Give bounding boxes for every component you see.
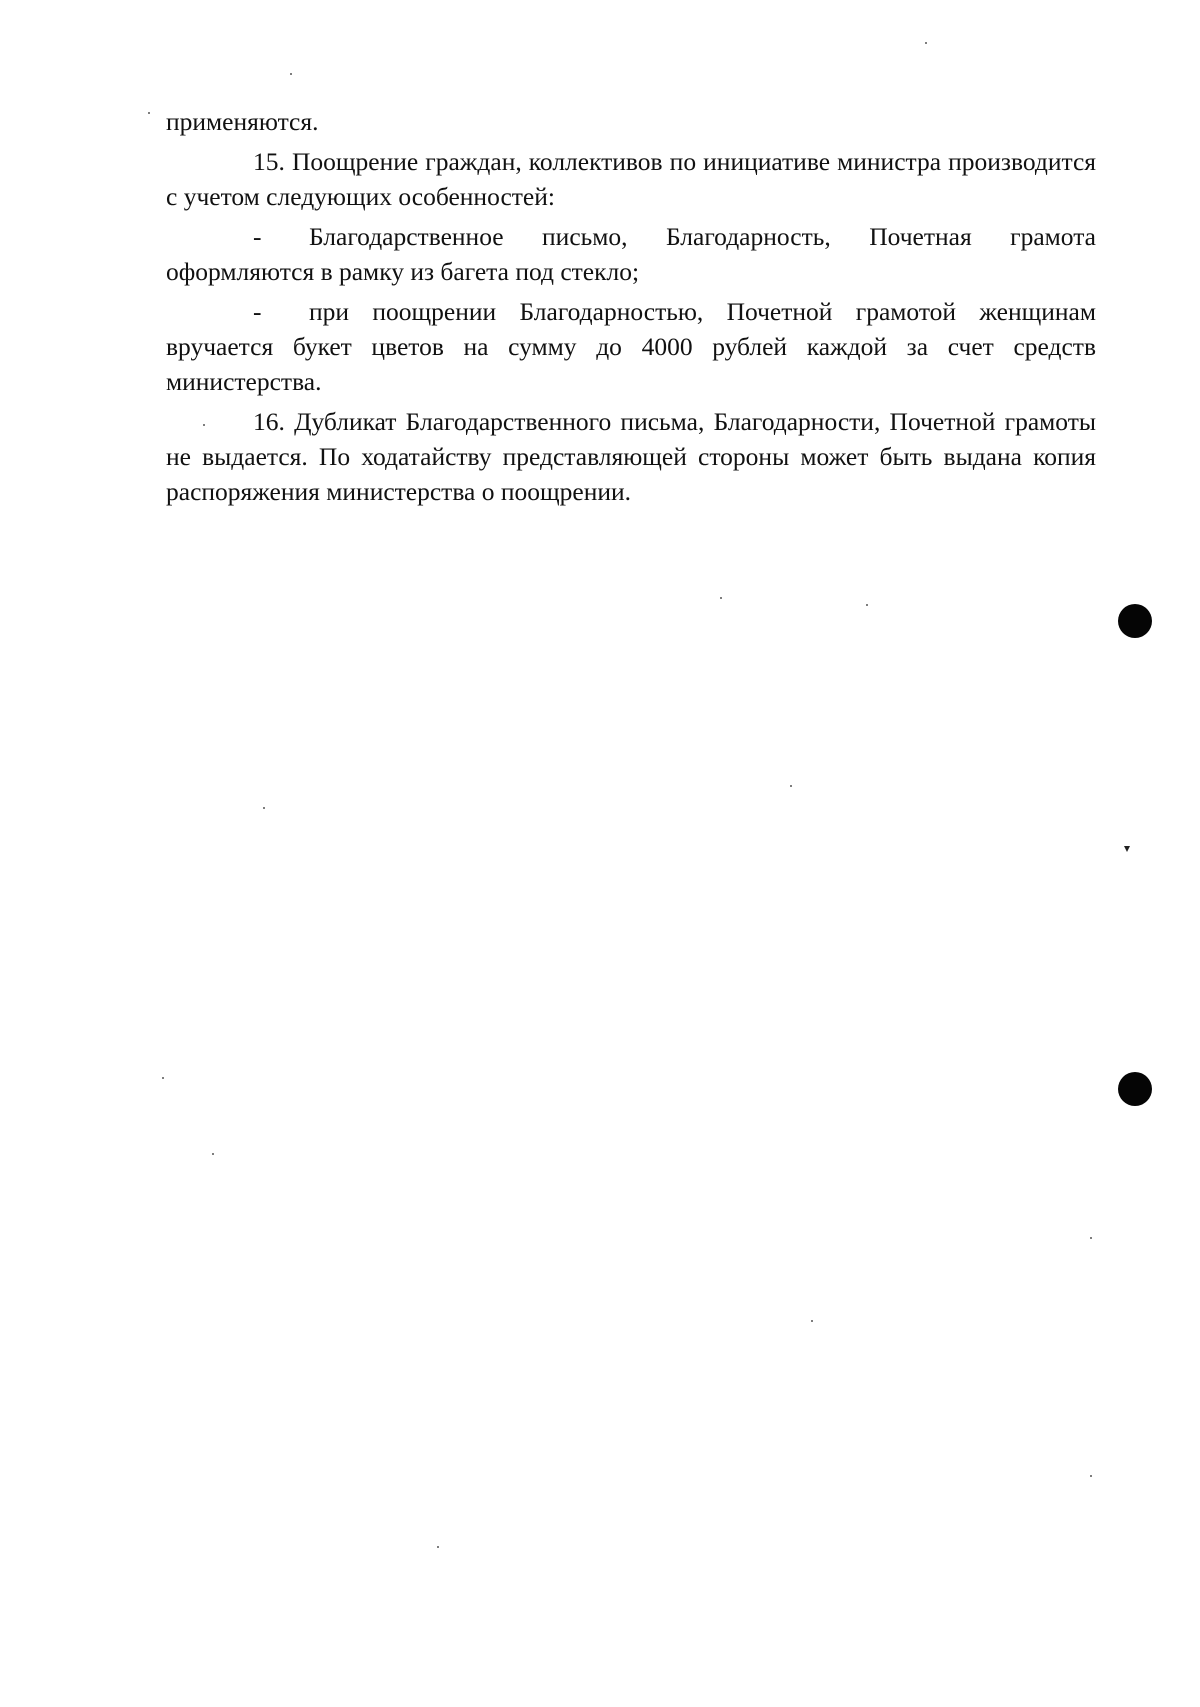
- bullet-dash: -: [253, 297, 262, 326]
- scan-speck: [811, 1320, 813, 1322]
- list-item-flowers: [166, 294, 1096, 399]
- scan-speck: [437, 1546, 439, 1548]
- scan-speck: [148, 112, 150, 114]
- scan-speck: [162, 1077, 164, 1079]
- bullet-dash: -: [253, 222, 262, 251]
- scan-speck: [263, 807, 265, 809]
- paragraph-item-15: 15. Поощрение граждан, коллективов по инициативе министра производится с учетом следующих особенностей:: [166, 147, 1096, 211]
- list-item-text: Благодарственное письмо, Благодарность, Почетная грамота оформляются в рамку из багета под стекло;: [166, 222, 1096, 286]
- list-item-text: при поощрении Благодарностью, Почетной грамотой женщинам вручается букет цветов на сумму до 4000 рублей каждой за счет средств министерства.: [166, 297, 1096, 396]
- scan-speck: [866, 604, 868, 606]
- paragraph-continuation: применяются.: [166, 107, 319, 136]
- document-body: [166, 104, 1096, 514]
- scan-speck: [1090, 1475, 1092, 1477]
- scan-speck: [790, 785, 792, 787]
- scan-speck: [720, 597, 722, 599]
- scan-speck: [290, 73, 292, 75]
- scan-speck: [212, 1153, 214, 1155]
- scan-speck: [925, 42, 927, 44]
- scan-speck: [1090, 1237, 1092, 1239]
- scan-mark: [1124, 846, 1130, 852]
- punch-hole-top: [1118, 604, 1152, 638]
- scan-speck: [203, 424, 205, 426]
- paragraph-item-16: 16. Дубликат Благодарственного письма, Благодарности, Почетной грамоты не выдается. По ходатайству представляющей стороны может быть выдана копия распоряжения министерства о поощрении.: [166, 407, 1096, 506]
- list-item-frame: [166, 219, 1096, 289]
- punch-hole-bottom: [1118, 1072, 1152, 1106]
